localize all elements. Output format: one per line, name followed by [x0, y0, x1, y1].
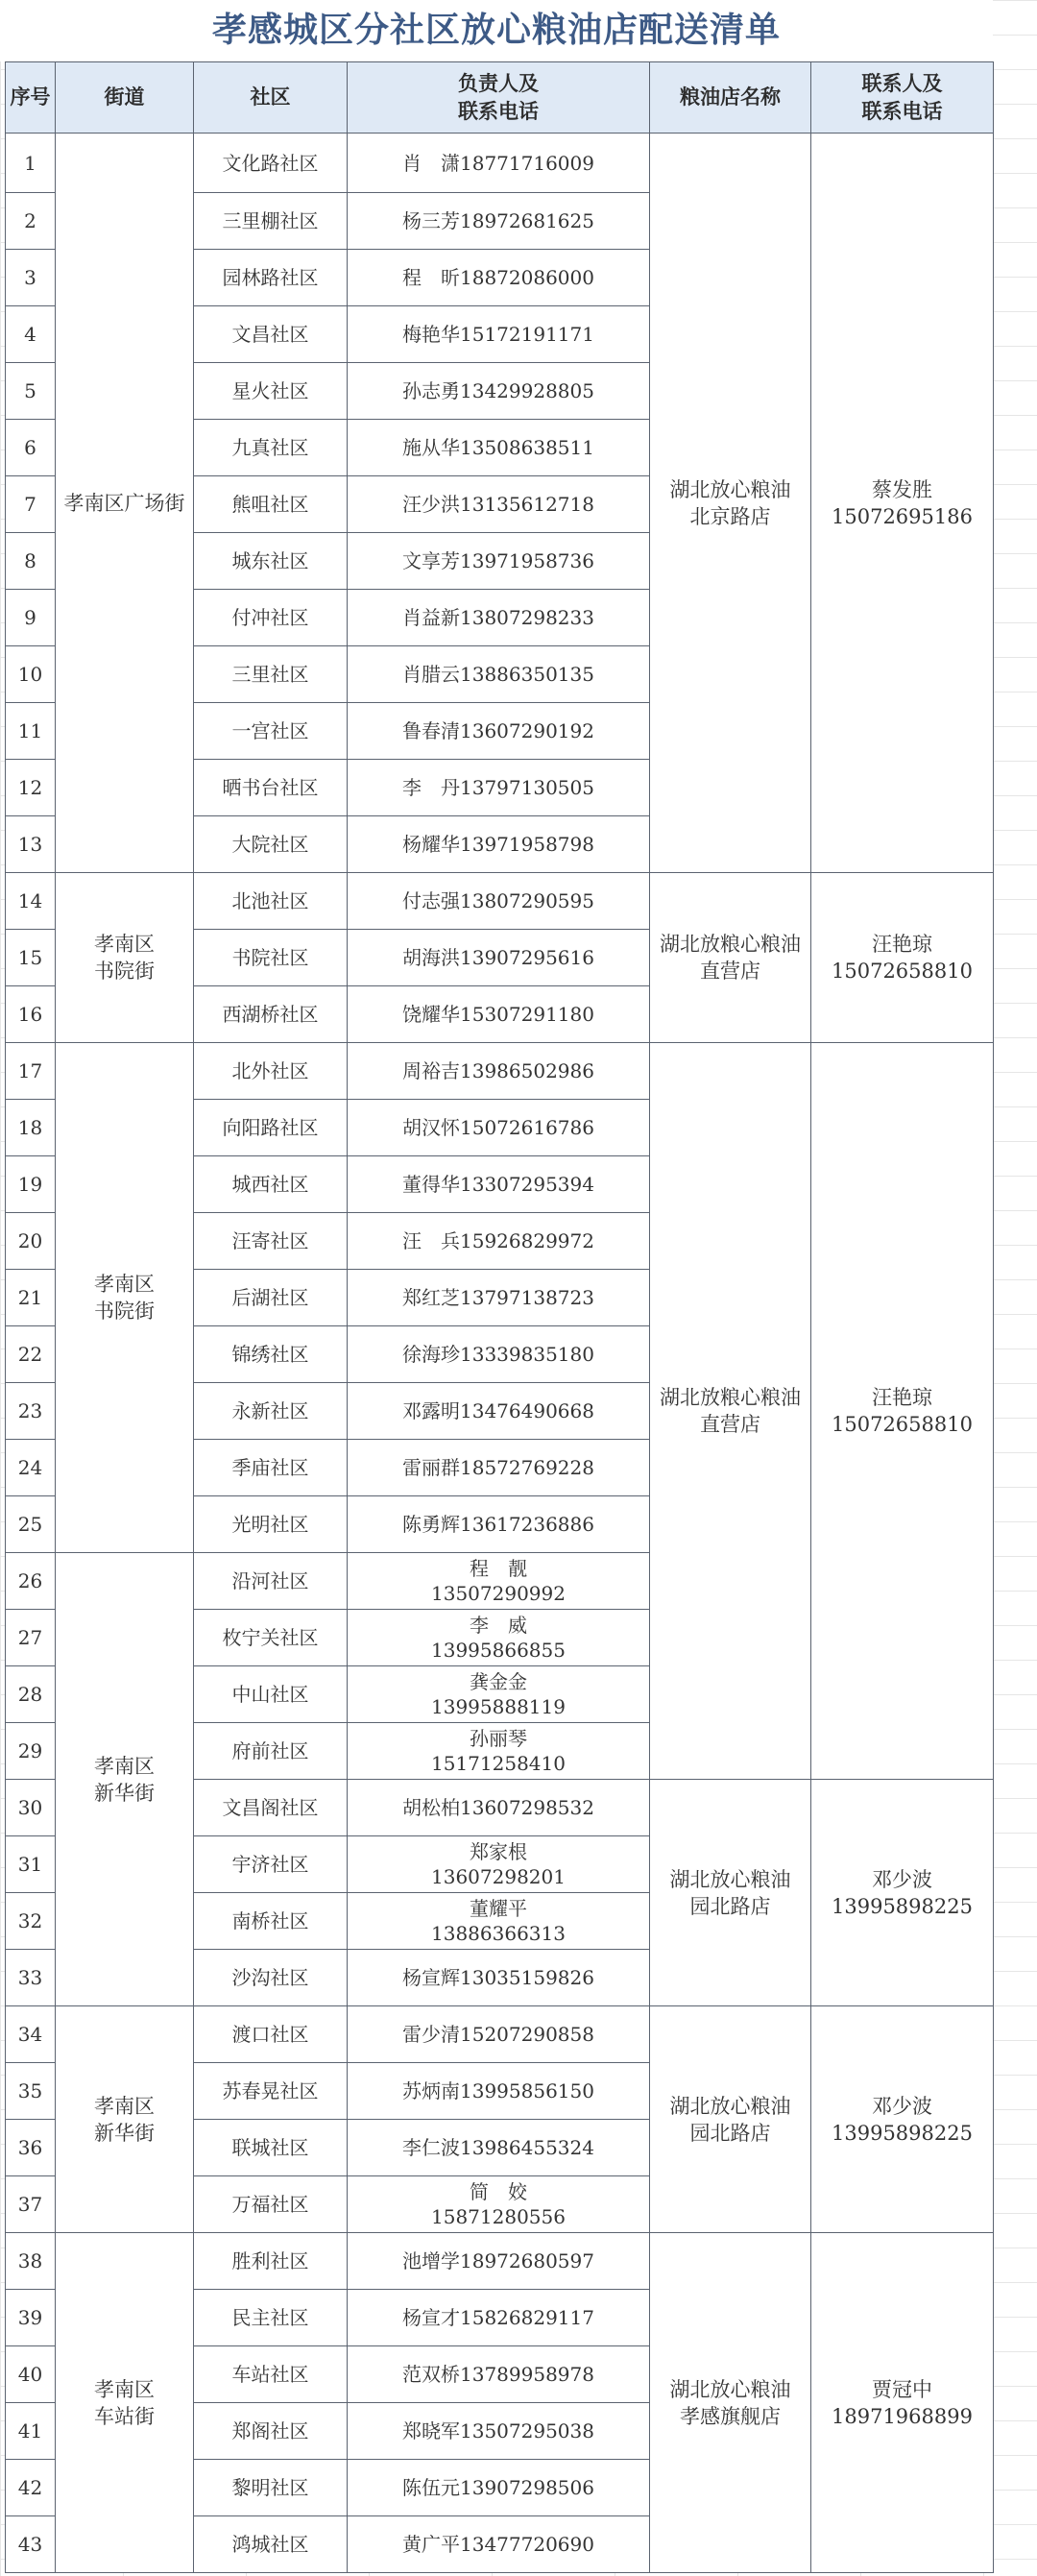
community-cell: 后湖社区: [194, 1270, 348, 1326]
leader-cell: [348, 986, 650, 1043]
community-cell: 光明社区: [194, 1496, 348, 1553]
header-index: 序号: [6, 62, 56, 134]
community-cell: 北池社区: [194, 873, 348, 930]
leader-cell: [348, 1836, 650, 1893]
community-cell: 季庙社区: [194, 1440, 348, 1496]
shop-name: 湖北放心粮油: [669, 2377, 791, 2401]
street-name: 孝南区: [94, 933, 155, 956]
row-index: 35: [6, 2063, 56, 2120]
community-cell: 三里社区: [194, 646, 348, 703]
leader-contact: 范双桥13789958978: [402, 2363, 594, 2386]
leader-contact: 鲁春清13607290192: [402, 719, 594, 742]
row-index: 33: [6, 1950, 56, 2006]
leader-cell: [348, 134, 650, 193]
row-index: 28: [6, 1666, 56, 1723]
shop-cell: [650, 2233, 811, 2573]
row-index: 24: [6, 1440, 56, 1496]
table-row: [6, 134, 994, 193]
leader-cell: [348, 2233, 650, 2290]
community-cell: 郑阁社区: [194, 2403, 348, 2460]
leader-cell: [348, 306, 650, 363]
leader-cell: [348, 363, 650, 420]
row-index: 14: [6, 873, 56, 930]
row-index: 37: [6, 2176, 56, 2233]
street-name: 孝南区广场街: [63, 491, 185, 515]
contact-info: 汪艳琼: [872, 1386, 932, 1409]
community-cell: 晒书台社区: [194, 760, 348, 816]
row-index: 12: [6, 760, 56, 816]
leader-contact: 徐海珍13339835180: [402, 1343, 594, 1366]
shop-cell: [650, 134, 811, 873]
row-index: 39: [6, 2290, 56, 2346]
leader-cell: [348, 1213, 650, 1270]
leader-contact: 郑家根: [470, 1840, 527, 1863]
leader-cell: [348, 1270, 650, 1326]
community-cell: 民主社区: [194, 2290, 348, 2346]
leader-contact: 孙丽琴: [470, 1727, 527, 1750]
street-name: 书院街: [94, 960, 155, 983]
leader-contact: 13995866855: [431, 1639, 566, 1662]
street-name: 书院街: [94, 1300, 155, 1323]
table-row: [6, 873, 994, 930]
contact-info: 15072658810: [832, 1413, 973, 1436]
community-cell: 文化路社区: [194, 134, 348, 193]
leader-contact: 周裕吉13986502986: [402, 1059, 594, 1082]
header-contact-line2: 联系电话: [861, 99, 943, 123]
shop-cell: [650, 2006, 811, 2233]
contact-info: 贾冠中: [872, 2377, 932, 2401]
leader-cell: [348, 1440, 650, 1496]
header-leader-line2: 联系电话: [458, 99, 539, 123]
table-body: [6, 134, 994, 2573]
contact-info: 15072695186: [832, 504, 973, 528]
contact-cell: [811, 1043, 994, 1780]
row-index: 2: [6, 193, 56, 250]
leader-cell: [348, 420, 650, 476]
leader-contact: 文享芳13971958736: [402, 549, 594, 572]
row-index: 18: [6, 1100, 56, 1156]
leader-contact: 李 丹13797130505: [402, 776, 594, 799]
leader-cell: [348, 1326, 650, 1383]
contact-cell: [811, 873, 994, 1043]
row-index: 40: [6, 2346, 56, 2403]
shop-name: 北京路店: [689, 504, 771, 528]
street-name: 孝南区: [94, 1754, 155, 1778]
community-cell: 鸿城社区: [194, 2516, 348, 2573]
leader-cell: [348, 873, 650, 930]
header-contact: [811, 62, 994, 134]
leader-contact: 15171258410: [431, 1752, 566, 1775]
community-cell: 渡口社区: [194, 2006, 348, 2063]
row-index: 32: [6, 1893, 56, 1950]
leader-cell: [348, 2346, 650, 2403]
contact-info: 15072658810: [832, 960, 973, 983]
row-index: 5: [6, 363, 56, 420]
community-cell: 北外社区: [194, 1043, 348, 1100]
community-cell: 三里棚社区: [194, 193, 348, 250]
leader-contact: 郑红芝13797138723: [402, 1286, 594, 1309]
leader-cell: [348, 1156, 650, 1213]
shop-cell: [650, 1780, 811, 2006]
community-cell: 府前社区: [194, 1723, 348, 1780]
community-cell: 大院社区: [194, 816, 348, 873]
leader-contact: 雷少清15207290858: [402, 2023, 594, 2046]
leader-contact: 13507290992: [431, 1582, 566, 1605]
contact-cell: [811, 134, 994, 873]
community-cell: 中山社区: [194, 1666, 348, 1723]
leader-cell: [348, 2290, 650, 2346]
row-index: 31: [6, 1836, 56, 1893]
header-row: [6, 62, 994, 134]
community-cell: 枚宁关社区: [194, 1610, 348, 1666]
street-name: 孝南区: [94, 2094, 155, 2118]
shop-name: 湖北放心粮油: [669, 2094, 791, 2118]
leader-cell: [348, 1893, 650, 1950]
community-cell: 书院社区: [194, 930, 348, 986]
shop-name: 湖北放心粮油: [669, 477, 791, 501]
shop-name: 湖北放粮心粮油: [660, 933, 801, 956]
row-index: 30: [6, 1780, 56, 1836]
community-cell: 胜利社区: [194, 2233, 348, 2290]
row-index: 23: [6, 1383, 56, 1440]
row-index: 6: [6, 420, 56, 476]
leader-contact: 肖 潇18771716009: [402, 151, 594, 175]
street-name: 新华街: [94, 2121, 155, 2145]
leader-contact: 梅艳华15172191171: [402, 323, 594, 346]
leader-contact: 杨三芳18972681625: [402, 209, 594, 232]
row-index: 15: [6, 930, 56, 986]
community-cell: 车站社区: [194, 2346, 348, 2403]
community-cell: 熊咀社区: [194, 476, 348, 533]
leader-cell: [348, 2176, 650, 2233]
header-shop: 粮油店名称: [650, 62, 811, 134]
row-index: 11: [6, 703, 56, 760]
row-index: 17: [6, 1043, 56, 1100]
header-community: 社区: [194, 62, 348, 134]
sheet-title: 孝感城区分社区放心粮油店配送清单: [0, 0, 993, 61]
community-cell: 文昌阁社区: [194, 1780, 348, 1836]
leader-cell: [348, 250, 650, 306]
leader-cell: [348, 2403, 650, 2460]
contact-info: 汪艳琼: [872, 933, 932, 956]
leader-cell: [348, 1666, 650, 1723]
leader-contact: 李 威: [470, 1614, 527, 1637]
leader-contact: 孙志勇13429928805: [402, 379, 594, 402]
leader-contact: 黄广平13477720690: [402, 2533, 594, 2556]
shop-name: 孝感旗舰店: [680, 2404, 781, 2428]
street-cell: [56, 1553, 194, 2006]
community-cell: 园林路社区: [194, 250, 348, 306]
table-row: [6, 1043, 994, 1100]
street-cell: [56, 873, 194, 1043]
shop-name: 园北路店: [689, 2121, 771, 2145]
leader-cell: [348, 2120, 650, 2176]
row-index: 8: [6, 533, 56, 590]
row-index: 38: [6, 2233, 56, 2290]
leader-contact: 胡松柏13607298532: [402, 1796, 594, 1819]
row-index: 16: [6, 986, 56, 1043]
street-name: 新华街: [94, 1781, 155, 1805]
leader-cell: [348, 2063, 650, 2120]
shop-cell: [650, 873, 811, 1043]
leader-cell: [348, 2460, 650, 2516]
leader-contact: 汪 兵15926829972: [402, 1229, 594, 1252]
leader-contact: 杨宣才15826829117: [402, 2306, 594, 2329]
leader-contact: 李仁波13986455324: [402, 2136, 594, 2159]
street-cell: [56, 2006, 194, 2233]
leader-cell: [348, 476, 650, 533]
shop-name: 园北路店: [689, 1894, 771, 1918]
leader-contact: 董得华13307295394: [402, 1173, 594, 1196]
leader-cell: [348, 760, 650, 816]
community-cell: 苏春晃社区: [194, 2063, 348, 2120]
row-index: 43: [6, 2516, 56, 2573]
community-cell: 付冲社区: [194, 590, 348, 646]
leader-contact: 肖腊云13886350135: [402, 663, 594, 686]
leader-cell: [348, 533, 650, 590]
leader-cell: [348, 193, 650, 250]
leader-cell: [348, 1950, 650, 2006]
leader-contact: 郑晓军13507295038: [402, 2419, 594, 2442]
contact-info: 13995898225: [832, 2121, 973, 2145]
leader-contact: 付志强13807290595: [402, 889, 594, 912]
leader-cell: [348, 1553, 650, 1610]
leader-cell: [348, 1610, 650, 1666]
leader-contact: 胡汉怀15072616786: [402, 1116, 594, 1139]
leader-contact: 汪少洪13135612718: [402, 493, 594, 516]
street-name: 车站街: [94, 2404, 155, 2428]
community-cell: 城东社区: [194, 533, 348, 590]
leader-cell: [348, 1100, 650, 1156]
row-index: 34: [6, 2006, 56, 2063]
community-cell: 汪寄社区: [194, 1213, 348, 1270]
leader-contact: 杨宣辉13035159826: [402, 1966, 594, 1989]
leader-contact: 陈伍元13907298506: [402, 2476, 594, 2499]
row-index: 25: [6, 1496, 56, 1553]
community-cell: 永新社区: [194, 1383, 348, 1440]
row-index: 29: [6, 1723, 56, 1780]
community-cell: 向阳路社区: [194, 1100, 348, 1156]
row-index: 7: [6, 476, 56, 533]
shop-name: 直营店: [700, 1413, 760, 1436]
leader-contact: 肖益新13807298233: [402, 606, 594, 629]
street-cell: [56, 134, 194, 873]
community-cell: 黎明社区: [194, 2460, 348, 2516]
row-index: 9: [6, 590, 56, 646]
shop-name: 湖北放心粮油: [669, 1867, 791, 1891]
leader-cell: [348, 2516, 650, 2573]
leader-contact: 施从华13508638511: [402, 436, 594, 459]
community-cell: 一宫社区: [194, 703, 348, 760]
row-index: 26: [6, 1553, 56, 1610]
community-cell: 沿河社区: [194, 1553, 348, 1610]
community-cell: 宇济社区: [194, 1836, 348, 1893]
leader-contact: 13607298201: [431, 1865, 566, 1888]
leader-cell: [348, 1043, 650, 1100]
row-index: 21: [6, 1270, 56, 1326]
contact-info: 邓少波: [872, 1867, 932, 1891]
contact-info: 邓少波: [872, 2094, 932, 2118]
row-index: 10: [6, 646, 56, 703]
contact-info: 18971968899: [832, 2404, 973, 2428]
leader-contact: 13995888119: [431, 1695, 566, 1718]
shop-cell: [650, 1043, 811, 1780]
shop-name: 直营店: [700, 960, 760, 983]
community-cell: 南桥社区: [194, 1893, 348, 1950]
street-name: 孝南区: [94, 1273, 155, 1296]
leader-cell: [348, 1496, 650, 1553]
leader-contact: 池增学18972680597: [402, 2249, 594, 2272]
leader-cell: [348, 1780, 650, 1836]
row-index: 27: [6, 1610, 56, 1666]
community-cell: 沙沟社区: [194, 1950, 348, 2006]
leader-contact: 雷丽群18572769228: [402, 1456, 594, 1479]
community-cell: 锦绣社区: [194, 1326, 348, 1383]
row-index: 22: [6, 1326, 56, 1383]
row-index: 13: [6, 816, 56, 873]
community-cell: 联城社区: [194, 2120, 348, 2176]
leader-contact: 杨耀华13971958798: [402, 833, 594, 856]
community-cell: 文昌社区: [194, 306, 348, 363]
table-row: [6, 2233, 994, 2290]
contact-cell: [811, 1780, 994, 2006]
delivery-table: [5, 61, 994, 2573]
row-index: 19: [6, 1156, 56, 1213]
header-leader: [348, 62, 650, 134]
row-index: 1: [6, 134, 56, 193]
leader-cell: [348, 2006, 650, 2063]
leader-contact: 程 昕18872086000: [402, 266, 594, 289]
leader-cell: [348, 1383, 650, 1440]
header-contact-line1: 联系人及: [861, 71, 943, 95]
community-cell: 万福社区: [194, 2176, 348, 2233]
row-index: 3: [6, 250, 56, 306]
contact-cell: [811, 2006, 994, 2233]
leader-cell: [348, 590, 650, 646]
leader-cell: [348, 1723, 650, 1780]
row-index: 42: [6, 2460, 56, 2516]
leader-cell: [348, 646, 650, 703]
street-cell: [56, 2233, 194, 2573]
row-index: 36: [6, 2120, 56, 2176]
shop-name: 湖北放粮心粮油: [660, 1386, 801, 1409]
leader-contact: 龚金金: [470, 1670, 527, 1693]
row-index: 4: [6, 306, 56, 363]
leader-contact: 苏炳南13995856150: [402, 2079, 594, 2102]
leader-contact: 胡海洪13907295616: [402, 946, 594, 969]
leader-contact: 15871280556: [431, 2205, 566, 2228]
leader-contact: 陈勇辉13617236886: [402, 1513, 594, 1536]
leader-cell: [348, 930, 650, 986]
leader-cell: [348, 816, 650, 873]
leader-contact: 邓露明13476490668: [402, 1399, 594, 1422]
header-street: 街道: [56, 62, 194, 134]
leader-contact: 13886366313: [431, 1922, 566, 1945]
leader-contact: 简 姣: [470, 2180, 527, 2203]
row-index: 41: [6, 2403, 56, 2460]
community-cell: 九真社区: [194, 420, 348, 476]
street-cell: [56, 1043, 194, 1553]
table-row: [6, 2006, 994, 2063]
row-index: 20: [6, 1213, 56, 1270]
contact-info: 蔡发胜: [872, 477, 932, 501]
contact-info: 13995898225: [832, 1894, 973, 1918]
community-cell: 星火社区: [194, 363, 348, 420]
community-cell: 西湖桥社区: [194, 986, 348, 1043]
leader-contact: 饶耀华15307291180: [402, 1003, 594, 1026]
street-name: 孝南区: [94, 2377, 155, 2401]
header-leader-line1: 负责人及: [458, 71, 539, 95]
community-cell: 城西社区: [194, 1156, 348, 1213]
leader-cell: [348, 703, 650, 760]
contact-cell: [811, 2233, 994, 2573]
leader-contact: 程 靓: [470, 1557, 527, 1580]
leader-contact: 董耀平: [470, 1897, 527, 1920]
